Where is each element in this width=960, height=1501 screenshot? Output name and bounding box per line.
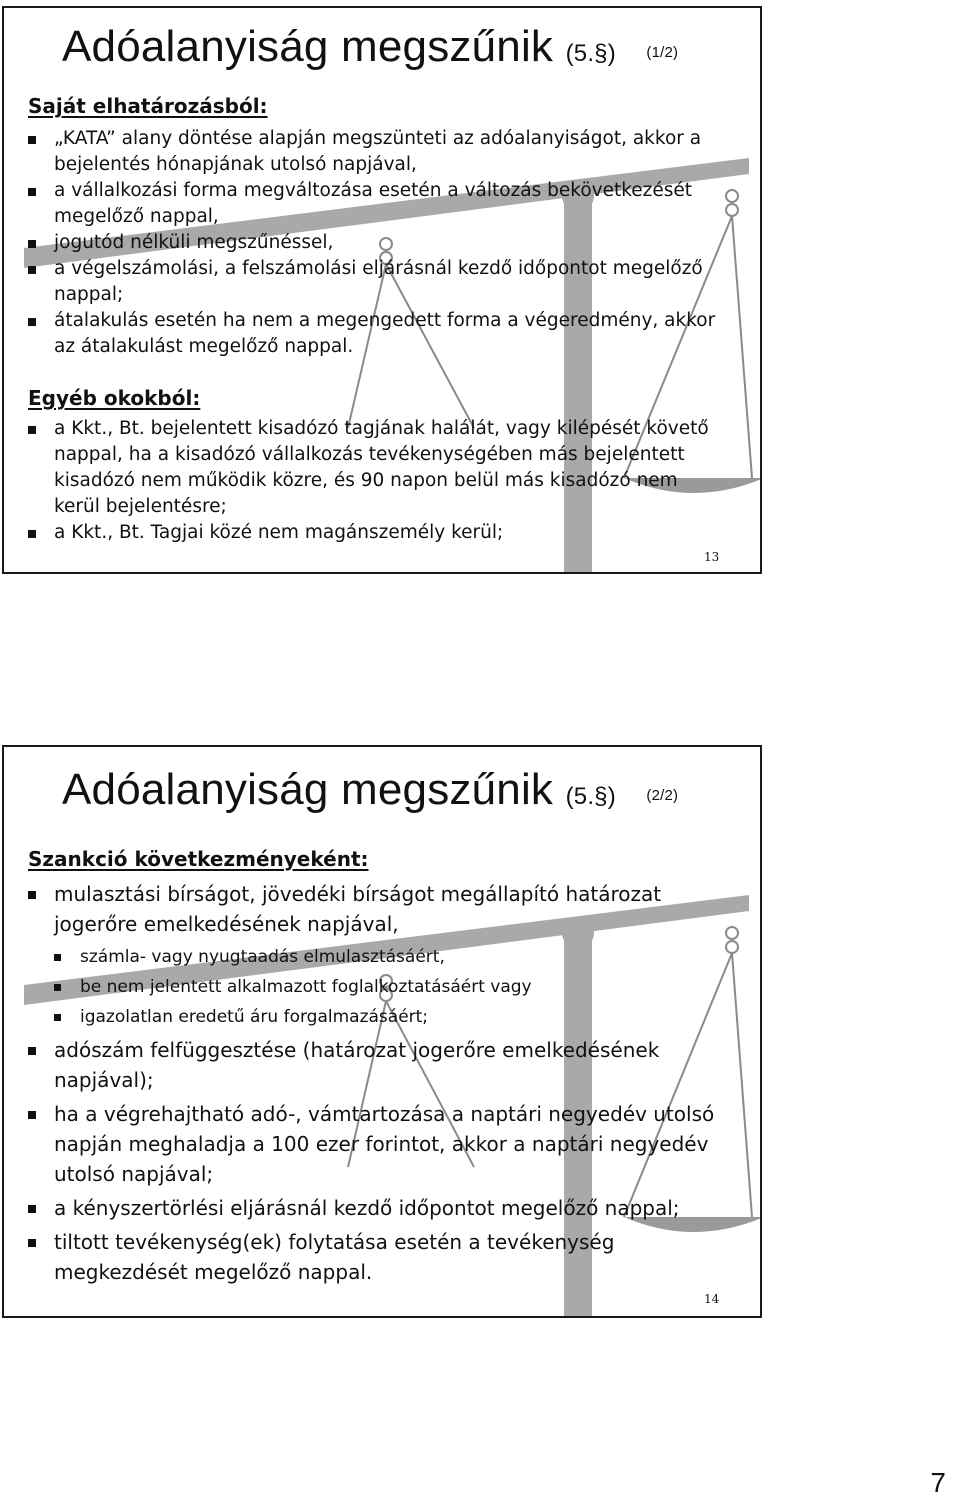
bullet-list-other-reasons [28, 416, 718, 546]
list-item: jogutód nélküli megszűnéssel, [28, 230, 728, 256]
square-bullet-icon [28, 136, 36, 144]
square-bullet-icon [28, 188, 36, 196]
slide-14 [2, 745, 762, 1318]
list-item: a végelszámolási, a felszámolási eljárásnál kezdő időpontot megelőző nappal; [28, 256, 728, 308]
square-bullet-icon [28, 1205, 36, 1213]
list-item: átalakulás esetén ha nem a megengedett forma a végeredmény, akkor az átalakulást megelőző nappal. [28, 308, 728, 360]
title-section: (5.§) [565, 783, 616, 810]
square-bullet-icon [28, 426, 36, 434]
square-bullet-icon [54, 984, 61, 991]
square-bullet-icon [28, 530, 36, 538]
square-bullet-icon [28, 240, 36, 248]
list-item: a Kkt., Bt. bejelentett kisadózó tagjának halálát, vagy kilépését követő nappal, ha a kisadózó vállalkozás tevékenységében más bejelentett kisadózó nem működik közre, és 90 napon belül más kisadózó nem kerül bejelentésre; [28, 416, 718, 520]
list-item: „KATA” alany döntése alapján megszünteti az adóalanyiságot, akkor a bejelentés hónapjának utolsó napjával, [28, 126, 728, 178]
title-part: (1/2) [646, 44, 679, 61]
list-item: a vállalkozási forma megváltozása esetén a változás bekövetkezését megelőző nappal, [28, 178, 728, 230]
page-number: 7 [930, 1467, 946, 1498]
title-main: Adóalanyiság megszűnik [62, 22, 554, 71]
title-part: (2/2) [646, 787, 679, 804]
title-section: (5.§) [565, 40, 616, 67]
section-heading-other-reasons: Egyéb okokból: [28, 386, 201, 410]
list-item: mulasztási bírságot, jövedéki bírságot megállapító határozat jogerőre emelkedésének napjával, számla- vagy nyugtaadás elmulasztásáért, be nem jelentett alkalmazott foglalkoztatásáért vagy igazolatlan eredetű áru forgalmazásáért; [28, 879, 738, 1029]
slide-title [62, 22, 678, 72]
sub-list-item: számla- vagy nyugtaadás elmulasztásáért, [54, 945, 738, 969]
square-bullet-icon [54, 1014, 61, 1021]
square-bullet-icon [28, 266, 36, 274]
section-heading-sanction: Szankció következményeként: [28, 847, 369, 871]
sub-bullet-list [54, 945, 738, 1029]
slide-number: 14 [704, 1292, 720, 1306]
list-item: tiltott tevékenység(ek) folytatása esetén a tevékenység megkezdését megelőző nappal. [28, 1227, 738, 1287]
section-heading-own-decision: Saját elhatározásból: [28, 94, 268, 118]
bullet-list-sanction [28, 879, 738, 1291]
slide-number: 13 [704, 550, 720, 564]
list-item: a kényszertörlési eljárásnál kezdő időpontot megelőző nappal; [28, 1193, 738, 1223]
bullet-list-own-decision [28, 126, 728, 360]
square-bullet-icon [54, 954, 61, 961]
list-item: a Kkt., Bt. Tagjai közé nem magánszemély kerül; [28, 520, 718, 546]
slide-13 [2, 6, 762, 574]
square-bullet-icon [28, 891, 36, 899]
square-bullet-icon [28, 1047, 36, 1055]
sub-list-item: be nem jelentett alkalmazott foglalkoztatásáért vagy [54, 975, 738, 999]
sub-list-item: igazolatlan eredetű áru forgalmazásáért; [54, 1005, 738, 1029]
list-item: ha a végrehajtható adó-, vámtartozása a naptári negyedév utolsó napján meghaladja a 100 ezer forintot, akkor a naptári negyedév utolsó napjával; [28, 1099, 738, 1189]
title-main: Adóalanyiság megszűnik [62, 765, 554, 814]
square-bullet-icon [28, 1111, 36, 1119]
list-item: adószám felfüggesztése (határozat jogerőre emelkedésének napjával); [28, 1035, 738, 1095]
slide-title [62, 765, 678, 815]
square-bullet-icon [28, 318, 36, 326]
square-bullet-icon [28, 1239, 36, 1247]
